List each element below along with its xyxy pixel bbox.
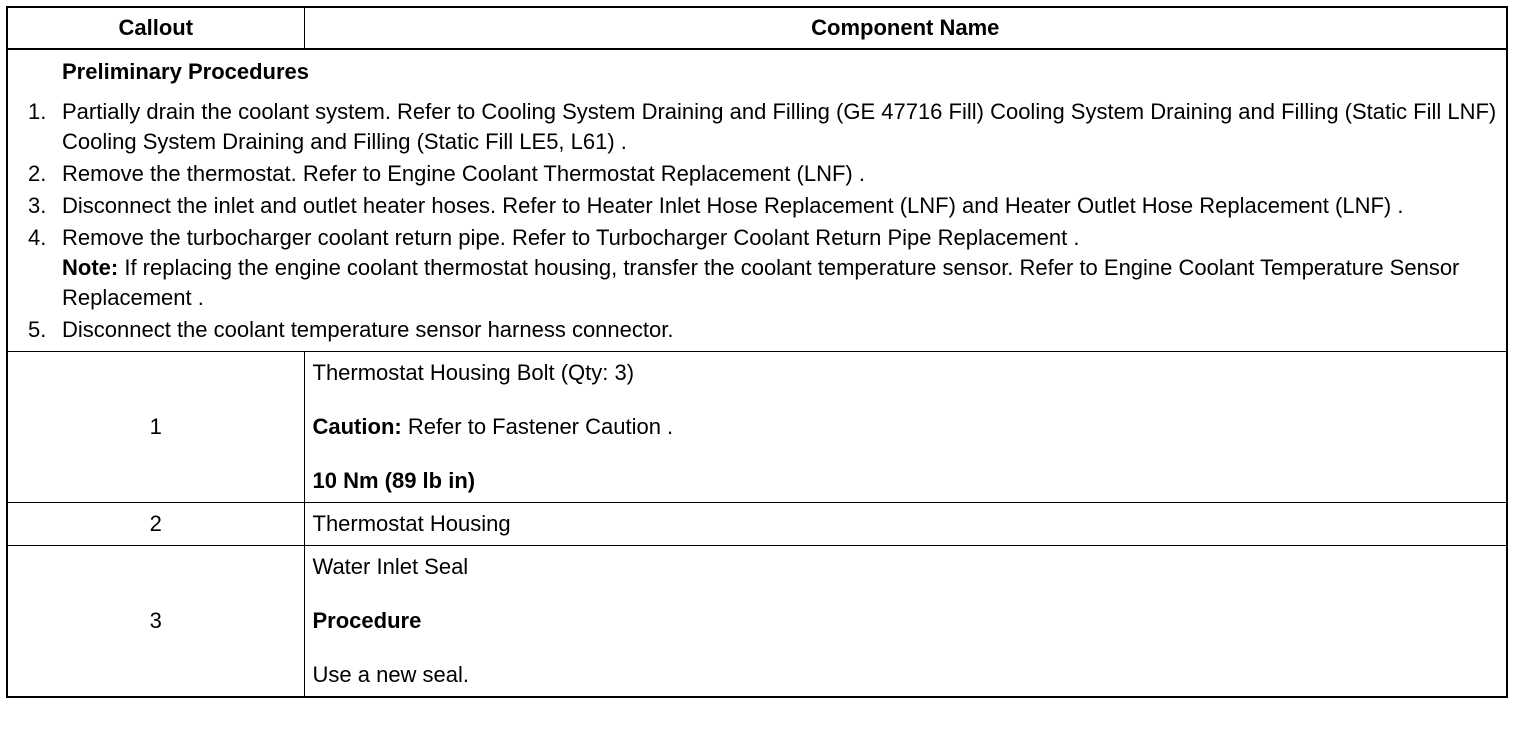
step-number: 4.	[28, 225, 47, 250]
step-number: 3.	[28, 193, 47, 218]
step-text: Disconnect the coolant temperature sensor harness connector.	[62, 317, 674, 342]
step-item	[16, 159, 1498, 189]
note-label: Note:	[62, 255, 119, 280]
preliminary-title: Preliminary Procedures	[62, 59, 310, 84]
callout-cell: 3	[7, 546, 304, 698]
step-item	[16, 315, 1498, 345]
procedure-label: Procedure	[312, 608, 422, 633]
table-row	[7, 352, 1507, 503]
callout-cell: 1	[7, 352, 304, 503]
component-name: Water Inlet Seal	[312, 554, 469, 579]
table-row	[7, 546, 1507, 698]
step-number: 1.	[28, 99, 47, 124]
step-number: 2.	[28, 161, 47, 186]
torque-spec: 10 Nm (89 lb in)	[312, 468, 476, 493]
step-text: Partially drain the coolant system. Refer to Cooling System Draining and Filling (GE 47716 Fill) Cooling System Draining and Filling (Static Fill LNF) Cooling System Draining and Filling (Static Fill LE5, L61) .	[62, 99, 1497, 154]
step-item	[16, 191, 1498, 221]
callout-cell: 2	[7, 503, 304, 546]
preliminary-row	[7, 49, 1507, 352]
header-component-name: Component Name	[304, 7, 1507, 49]
procedure-steps	[16, 97, 1498, 345]
caution-line	[313, 412, 1499, 442]
step-text: Disconnect the inlet and outlet heater hoses. Refer to Heater Inlet Hose Replacement (LNF) and Heater Outlet Hose Replacement (LNF) .	[62, 193, 1404, 218]
step-item	[16, 97, 1498, 157]
component-table	[6, 6, 1508, 698]
procedure-text: Use a new seal.	[312, 662, 470, 687]
step-text: Remove the turbocharger coolant return pipe. Refer to Turbocharger Coolant Return Pipe Replacement .	[62, 225, 1080, 250]
note-text: If replacing the engine coolant thermostat housing, transfer the coolant temperature sensor. Refer to Engine Coolant Temperature Sensor Replacement .	[62, 255, 1460, 310]
table-row	[7, 503, 1507, 546]
step-number: 5.	[28, 317, 47, 342]
component-cell	[304, 352, 1507, 503]
step-item	[16, 223, 1498, 313]
step-text: Remove the thermostat. Refer to Engine Coolant Thermostat Replacement (LNF) .	[62, 161, 865, 186]
component-name: Thermostat Housing	[304, 503, 1507, 546]
table-header-row	[7, 7, 1507, 49]
component-cell	[304, 546, 1507, 698]
caution-text: Refer to Fastener Caution .	[401, 414, 674, 439]
component-name: Thermostat Housing Bolt (Qty: 3)	[312, 360, 635, 385]
caution-label: Caution:	[312, 414, 402, 439]
header-callout: Callout	[7, 7, 304, 49]
preliminary-procedures	[7, 49, 1507, 352]
